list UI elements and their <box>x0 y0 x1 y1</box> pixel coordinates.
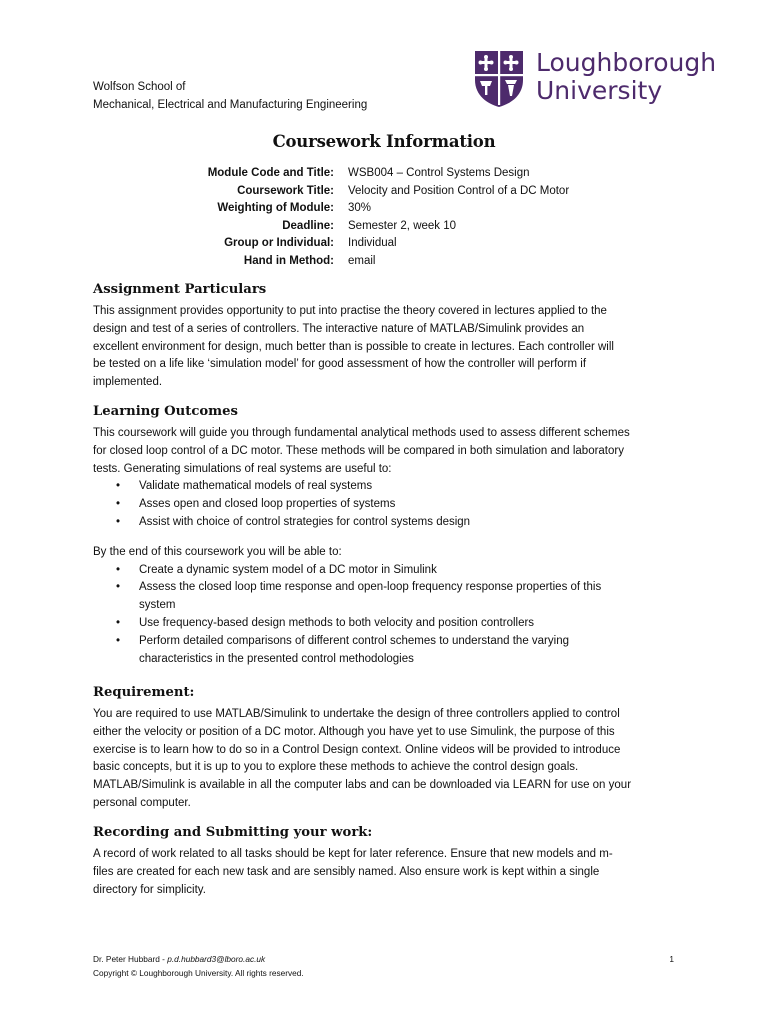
list-item: • Assess the closed loop time response and open-loop frequency response properties of this system <box>116 581 602 612</box>
university-crest-icon <box>474 50 524 108</box>
school-line-2: Mechanical, Electrical and Manufacturing Engineering <box>93 99 368 111</box>
list-item: • Create a dynamic system model of a DC motor in Simulink <box>93 562 683 580</box>
bullet-icon: • <box>116 634 121 647</box>
footer-author: Dr. Peter Hubbard - p.d.hubbard3@lboro.ac.uk <box>93 954 266 964</box>
page-title: Coursework Information <box>272 132 496 151</box>
paragraph-line: personal computer. <box>93 796 191 809</box>
list-item: • Use frequency-based design methods to both velocity and position controllers <box>93 615 683 633</box>
paragraph-line: You are required to use MATLAB/Simulink to undertake the design of three controllers applied to control <box>93 708 620 720</box>
paragraph-line: files are created for each new task and are sensibly named. Also ensure work is kept within a single <box>93 865 600 878</box>
list-item: • Asses open and closed loop properties of systems <box>93 496 683 514</box>
footer-copyright: Copyright © Loughborough University. All rights reserved. <box>93 967 304 978</box>
learning-outcomes-section <box>93 403 683 668</box>
info-row: Group or Individual: Individual <box>224 237 397 250</box>
paragraph-line: A record of work related to all tasks should be kept for later reference. Ensure that new models and m- <box>93 848 613 860</box>
university-wordmark: Loughborough University <box>536 48 717 105</box>
paragraph-line: excellent environment for design, much better than is possible to create in lectures. Each controller will <box>93 340 614 353</box>
list-item: • Perform detailed comparisons of different control schemes to understand the varying characteristics in the presented control methodologies <box>116 634 569 665</box>
paragraph-line: be tested on a life like ‘simulation model’ for good assessment of how the controller will perform if <box>93 358 587 371</box>
bullet-icon: • <box>116 563 121 576</box>
info-row: Hand in Method: email <box>243 254 376 267</box>
info-row: Coursework Title: Velocity and Position Control of a DC Motor <box>237 184 570 197</box>
list-item: • Assist with choice of control strategies for control systems design <box>93 514 683 532</box>
footer-email[interactable]: p.d.hubbard3@lboro.ac.uk <box>167 954 266 964</box>
list-item: • Validate mathematical models of real systems <box>93 478 683 496</box>
section-heading: Learning Outcomes <box>93 404 238 419</box>
assignment-particulars-section <box>93 281 683 392</box>
section-heading: Recording and Submitting your work: <box>93 825 373 840</box>
info-row: Weighting of Module: 30% <box>217 202 372 215</box>
bullet-icon: • <box>116 581 121 594</box>
paragraph-line: either the velocity or position of a DC motor. Although you have yet to use Simulink, the purpose of this <box>93 725 615 738</box>
university-logo <box>474 50 724 110</box>
info-row: Deadline: Semester 2, week 10 <box>282 219 457 232</box>
bullet-icon: • <box>116 515 121 528</box>
paragraph-line: This assignment provides opportunity to put into practise the theory covered in lectures applied to the <box>93 305 607 317</box>
abilities-list <box>93 562 683 669</box>
bullet-icon: • <box>116 480 121 493</box>
paragraph-line: exercise is to learn how to do so in a Control Design context. Online videos will be provided to introduce <box>93 743 621 756</box>
school-name <box>93 78 367 114</box>
paragraph-line: This coursework will guide you through fundamental analytical methods used to assess different schemes <box>93 427 630 439</box>
paragraph-line: for closed loop control of a DC motor. These methods will be compared in both simulation and laboratory <box>93 444 624 457</box>
paragraph-line: directory for simplicity. <box>93 883 206 896</box>
coursework-info-table <box>0 165 768 271</box>
recording-section <box>93 824 683 899</box>
bullet-icon: • <box>116 616 121 629</box>
bullet-icon: • <box>116 498 121 511</box>
page-number: 1 <box>669 954 674 964</box>
section-heading: Requirement: <box>93 685 195 700</box>
requirement-section <box>93 684 683 813</box>
school-line-1: Wolfson School of <box>93 81 186 93</box>
page-footer <box>93 953 683 980</box>
paragraph-line: tests. Generating simulations of real systems are useful to: <box>93 462 392 475</box>
info-row: Module Code and Title: WSB004 – Control Systems Design <box>207 167 530 179</box>
section-heading: Assignment Particulars <box>93 282 267 297</box>
outcomes-list <box>93 478 683 531</box>
paragraph-line: basic concepts, but it is up to you to explore these methods to achieve the control design goals. <box>93 761 579 774</box>
paragraph-line: By the end of this coursework you will be able to: <box>93 545 342 558</box>
paragraph-line: MATLAB/Simulink is available in all the computer labs and can be downloaded via LEARN for use on your <box>93 779 632 792</box>
paragraph-line: design and test of a series of controllers. The interactive nature of MATLAB/Simulink provides an <box>93 322 585 335</box>
paragraph-line: implemented. <box>93 376 163 389</box>
